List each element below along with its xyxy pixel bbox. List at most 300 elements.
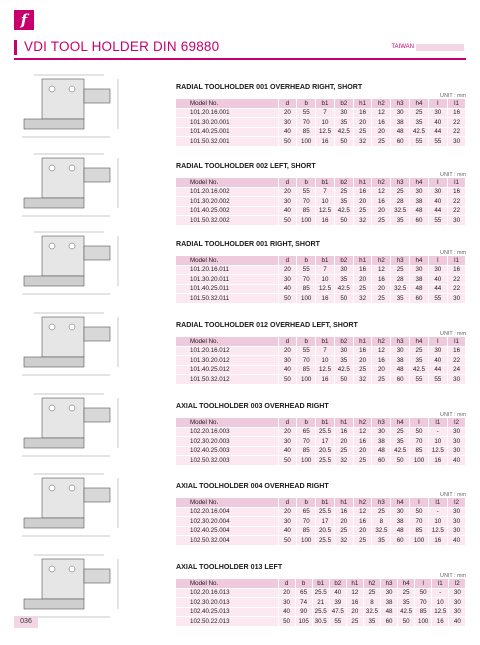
spec-value-cell: 22 — [447, 284, 466, 294]
model-number-cell: 102.50.22.013 — [176, 617, 278, 627]
column-header: d — [278, 579, 295, 588]
spec-value-cell: 44 — [428, 127, 447, 137]
spec-value-cell: 55 — [297, 187, 316, 197]
model-number-cell: 102.40.25.003 — [176, 446, 278, 456]
column-header: b — [295, 579, 312, 588]
spec-value-cell: 42.5 — [334, 284, 353, 294]
column-header: h4 — [398, 579, 415, 588]
spec-value-cell: 30 — [278, 118, 297, 128]
spec-value-cell: 70 — [410, 437, 429, 447]
spec-value-cell: 28 — [391, 197, 410, 207]
spec-value-cell: 44 — [428, 206, 447, 216]
spec-value-cell: 22 — [447, 206, 466, 216]
model-number-cell: 102.40.25.004 — [176, 526, 278, 536]
spec-value-cell: 20 — [372, 365, 391, 375]
spec-value-cell: 70 — [297, 356, 316, 366]
spec-value-cell: 50 — [278, 617, 295, 627]
spec-value-cell: 50 — [334, 294, 353, 304]
spec-value-cell: 35 — [391, 437, 410, 447]
spec-value-cell: 16 — [372, 356, 391, 366]
spec-value-cell: 30 — [447, 437, 466, 447]
spec-value-cell: 50 — [278, 216, 297, 226]
model-number-cell: 102.20.16.003 — [176, 427, 278, 437]
spec-value-cell: 50 — [334, 216, 353, 226]
column-header: b1 — [316, 337, 335, 346]
spec-value-cell: 65 — [295, 588, 312, 598]
page-title: VDI TOOL HOLDER DIN 69880 — [24, 39, 220, 54]
column-header: h3 — [372, 418, 391, 427]
spec-value-cell: 8 — [363, 598, 380, 608]
column-header: l1 — [428, 418, 447, 427]
spec-value-cell: 28 — [391, 275, 410, 285]
spec-value-cell: 42.5 — [398, 607, 415, 617]
spec-value-cell: 16 — [334, 507, 353, 517]
table-row — [176, 118, 466, 128]
spec-value-cell: 20 — [353, 446, 372, 456]
table-row — [176, 526, 466, 536]
spec-value-cell: 16 — [372, 118, 391, 128]
spec-value-cell: 32 — [334, 456, 353, 466]
spec-value-cell: 30 — [278, 197, 297, 207]
section-title: RADIAL TOOLHOLDER 012 OVERHEAD LEFT, SHORT — [176, 321, 358, 329]
column-header: l1 — [447, 256, 466, 265]
spec-value-cell: 30 — [447, 294, 466, 304]
spec-value-cell: 60 — [380, 617, 397, 627]
spec-value-cell: 22 — [447, 356, 466, 366]
column-header: h2 — [363, 579, 380, 588]
spec-value-cell: 30.5 — [312, 617, 329, 627]
spec-value-cell: 30 — [447, 526, 466, 536]
spec-value-cell: 25 — [353, 206, 372, 216]
spec-value-cell: - — [432, 588, 449, 598]
spec-value-cell: 12 — [372, 346, 391, 356]
table-row — [176, 427, 466, 437]
model-number-cell: 101.30.20.011 — [176, 275, 278, 285]
spec-value-cell: 25 — [353, 365, 372, 375]
spec-value-cell: 30 — [278, 356, 297, 366]
spec-value-cell: 10 — [428, 517, 447, 527]
column-header: b — [297, 498, 316, 507]
section-title: RADIAL TOOLHOLDER 002 LEFT, SHORT — [176, 162, 316, 170]
toolholder-drawing — [14, 152, 166, 224]
table-row — [176, 617, 466, 627]
spec-value-cell: 25 — [372, 294, 391, 304]
table-row — [176, 127, 466, 137]
spec-value-cell: 85 — [297, 206, 316, 216]
spec-value-cell: 20.5 — [316, 446, 335, 456]
column-header: h1 — [346, 579, 363, 588]
spec-value-cell: 70 — [297, 437, 316, 447]
spec-value-cell: 60 — [391, 137, 410, 147]
toolholder-drawing — [14, 73, 166, 145]
unit-label: UNIT : mm — [440, 573, 466, 579]
section-title: RADIAL TOOLHOLDER 001 OVERHEAD RIGHT, SHORT — [176, 83, 363, 91]
spec-value-cell: 40 — [447, 456, 466, 466]
spec-value-cell: 65 — [297, 507, 316, 517]
spec-value-cell: 100 — [297, 456, 316, 466]
spec-value-cell: 55 — [297, 346, 316, 356]
spec-value-cell: 42.5 — [334, 206, 353, 216]
spec-value-cell: 85 — [415, 607, 432, 617]
column-header: l — [410, 498, 429, 507]
toolholder-drawing — [14, 392, 166, 464]
spec-table — [176, 337, 466, 385]
spec-value-cell: 30 — [278, 598, 295, 608]
model-number-cell: 101.50.32.001 — [176, 137, 278, 147]
spec-value-cell: 16 — [316, 137, 335, 147]
spec-value-cell: 30 — [391, 507, 410, 517]
spec-value-cell: 30 — [449, 607, 466, 617]
column-header: b2 — [334, 256, 353, 265]
column-header: b1 — [316, 498, 335, 507]
column-header: l — [428, 99, 447, 108]
column-header: b1 — [316, 256, 335, 265]
column-header: l1 — [447, 99, 466, 108]
column-header: l — [428, 337, 447, 346]
spec-value-cell: 42.5 — [334, 365, 353, 375]
table-header-row — [176, 418, 466, 427]
spec-value-cell: 25 — [372, 137, 391, 147]
spec-value-cell: 12 — [353, 427, 372, 437]
spec-value-cell: 20 — [334, 437, 353, 447]
spec-value-cell: 30 — [278, 275, 297, 285]
spec-value-cell: 60 — [391, 375, 410, 385]
column-header: b2 — [334, 337, 353, 346]
column-header: l1 — [447, 178, 466, 187]
spec-value-cell: 42.5 — [410, 127, 429, 137]
spec-value-cell: 25 — [353, 456, 372, 466]
spec-value-cell: 100 — [410, 456, 429, 466]
spec-value-cell: 22 — [447, 275, 466, 285]
spec-value-cell: 30 — [334, 265, 353, 275]
spec-value-cell: 25.5 — [312, 588, 329, 598]
column-header: b2 — [329, 579, 346, 588]
column-header: l1 — [428, 498, 447, 507]
column-header: b1 — [316, 418, 335, 427]
spec-value-cell: 70 — [410, 517, 429, 527]
spec-value-cell: 25.5 — [316, 507, 335, 517]
column-header: b — [297, 418, 316, 427]
spec-value-cell: 38 — [372, 437, 391, 447]
spec-value-cell: 32 — [353, 137, 372, 147]
column-header: l2 — [447, 418, 466, 427]
spec-value-cell: 100 — [410, 536, 429, 546]
unit-label: UNIT : mm — [440, 331, 466, 337]
spec-value-cell: 30 — [428, 265, 447, 275]
spec-value-cell: 25 — [346, 617, 363, 627]
spec-value-cell: 35 — [334, 197, 353, 207]
column-header: h4 — [410, 99, 429, 108]
spec-value-cell: 17 — [316, 437, 335, 447]
column-header: h1 — [334, 498, 353, 507]
spec-value-cell: 30 — [278, 517, 297, 527]
spec-value-cell: 50 — [278, 536, 297, 546]
spec-value-cell: 16 — [432, 617, 449, 627]
spec-value-cell: 32 — [353, 375, 372, 385]
section-title: AXIAL TOOLHOLDER 013 LEFT — [176, 563, 283, 571]
table-row — [176, 197, 466, 207]
spec-value-cell: 50 — [334, 137, 353, 147]
unit-label: UNIT : mm — [440, 172, 466, 178]
spec-value-cell: 48 — [391, 365, 410, 375]
spec-value-cell: 42.5 — [334, 127, 353, 137]
spec-value-cell: 40 — [428, 197, 447, 207]
spec-value-cell: 20 — [353, 356, 372, 366]
spec-value-cell: 7 — [316, 265, 335, 275]
spec-value-cell: 30 — [428, 346, 447, 356]
spec-value-cell: 20 — [346, 607, 363, 617]
spec-value-cell: 7 — [316, 346, 335, 356]
spec-value-cell: 20.5 — [316, 526, 335, 536]
column-header: l2 — [449, 579, 466, 588]
column-header: h1 — [353, 99, 372, 108]
spec-value-cell: 100 — [415, 617, 432, 627]
table-header-row — [176, 99, 466, 108]
spec-value-cell: 30 — [449, 588, 466, 598]
spec-value-cell: 20 — [278, 427, 297, 437]
column-header: d — [278, 99, 297, 108]
section-title: AXIAL TOOLHOLDER 003 OVERHEAD RIGHT — [176, 402, 329, 410]
spec-value-cell: 12.5 — [316, 365, 335, 375]
spec-value-cell: 30 — [447, 216, 466, 226]
spec-value-cell: 20 — [278, 346, 297, 356]
spec-value-cell: 32 — [353, 294, 372, 304]
column-header: h1 — [353, 256, 372, 265]
header-accent-bar — [14, 40, 17, 55]
spec-value-cell: 30 — [391, 108, 410, 118]
model-number-cell: 101.30.20.002 — [176, 197, 278, 207]
spec-value-cell: 40 — [449, 617, 466, 627]
spec-value-cell: 30 — [334, 108, 353, 118]
spec-value-cell: 30 — [447, 517, 466, 527]
spec-value-cell: 25 — [391, 265, 410, 275]
spec-value-cell: 22 — [447, 118, 466, 128]
spec-value-cell: 44 — [428, 284, 447, 294]
spec-value-cell: 20 — [353, 197, 372, 207]
model-number-cell: 102.20.16.013 — [176, 588, 278, 598]
spec-value-cell: 25 — [391, 187, 410, 197]
column-header: h4 — [391, 418, 410, 427]
spec-value-cell: 35 — [334, 275, 353, 285]
spec-value-cell: 32.5 — [391, 284, 410, 294]
spec-value-cell: 70 — [297, 517, 316, 527]
spec-value-cell: 16 — [447, 265, 466, 275]
spec-value-cell: 30 — [449, 598, 466, 608]
spec-value-cell: 12.5 — [316, 206, 335, 216]
column-header: h3 — [391, 99, 410, 108]
spec-value-cell: 20 — [372, 127, 391, 137]
page-number: 036 — [14, 616, 38, 628]
spec-value-cell: 50 — [278, 456, 297, 466]
unit-label: UNIT : mm — [440, 412, 466, 418]
model-number-cell: 101.20.16.011 — [176, 265, 278, 275]
toolholder-drawing — [14, 472, 166, 544]
column-header: h3 — [380, 579, 397, 588]
column-header: l1 — [432, 579, 449, 588]
country-label: TAIWAN — [391, 44, 414, 50]
spec-value-cell: 12.5 — [428, 526, 447, 536]
section-title: RADIAL TOOLHOLDER 001 RIGHT, SHORT — [176, 240, 320, 248]
spec-value-cell: 55 — [428, 294, 447, 304]
model-number-cell: 102.30.20.004 — [176, 517, 278, 527]
spec-value-cell: 32 — [334, 536, 353, 546]
spec-value-cell: 42.5 — [410, 365, 429, 375]
spec-table — [176, 418, 466, 466]
spec-value-cell: 60 — [410, 216, 429, 226]
spec-value-cell: 50 — [391, 456, 410, 466]
model-number-cell: 101.50.32.011 — [176, 294, 278, 304]
column-header: Model No. — [176, 337, 278, 346]
spec-table — [176, 579, 466, 627]
table-row — [176, 517, 466, 527]
model-number-cell: 101.20.16.001 — [176, 108, 278, 118]
spec-value-cell: 100 — [297, 216, 316, 226]
spec-value-cell: 50 — [278, 375, 297, 385]
toolholder-drawing — [14, 230, 166, 302]
spec-value-cell: 25 — [353, 536, 372, 546]
table-header-row — [176, 498, 466, 507]
spec-value-cell: 40 — [278, 206, 297, 216]
spec-value-cell: 50 — [334, 375, 353, 385]
spec-value-cell: 55 — [297, 108, 316, 118]
spec-value-cell: 70 — [297, 118, 316, 128]
column-header: h2 — [372, 337, 391, 346]
model-number-cell: 102.50.32.004 — [176, 536, 278, 546]
spec-value-cell: 40 — [278, 446, 297, 456]
model-number-cell: 101.40.25.011 — [176, 284, 278, 294]
spec-value-cell: 65 — [297, 427, 316, 437]
spec-value-cell: 100 — [297, 294, 316, 304]
spec-value-cell: 16 — [428, 536, 447, 546]
spec-value-cell: 12 — [372, 187, 391, 197]
table-row — [176, 356, 466, 366]
spec-value-cell: 20 — [278, 108, 297, 118]
column-header: l — [410, 418, 429, 427]
spec-value-cell: 30 — [410, 187, 429, 197]
spec-value-cell: 42.5 — [391, 446, 410, 456]
spec-value-cell: 60 — [372, 456, 391, 466]
spec-value-cell: 30 — [380, 588, 397, 598]
table-row — [176, 216, 466, 226]
spec-value-cell: 25 — [391, 427, 410, 437]
spec-value-cell: 10 — [316, 275, 335, 285]
spec-value-cell: 16 — [447, 108, 466, 118]
spec-value-cell: 30 — [334, 346, 353, 356]
spec-value-cell: 38 — [391, 118, 410, 128]
spec-value-cell: 38 — [410, 197, 429, 207]
spec-value-cell: 105 — [295, 617, 312, 627]
spec-value-cell: 35 — [334, 356, 353, 366]
spec-value-cell: 10 — [316, 356, 335, 366]
spec-value-cell: 55 — [410, 375, 429, 385]
spec-value-cell: 40 — [428, 356, 447, 366]
spec-value-cell: 10 — [428, 437, 447, 447]
unit-label: UNIT : mm — [440, 492, 466, 498]
table-row — [176, 137, 466, 147]
column-header: Model No. — [176, 579, 278, 588]
column-header: h1 — [353, 178, 372, 187]
spec-value-cell: 85 — [297, 284, 316, 294]
column-header: h4 — [391, 498, 410, 507]
table-row — [176, 294, 466, 304]
column-header: b1 — [316, 99, 335, 108]
model-number-cell: 101.50.32.012 — [176, 375, 278, 385]
spec-value-cell: 85 — [297, 365, 316, 375]
spec-value-cell: 20 — [372, 206, 391, 216]
column-header: Model No. — [176, 178, 278, 187]
spec-value-cell: 20 — [278, 265, 297, 275]
column-header: d — [278, 256, 297, 265]
spec-value-cell: 20 — [278, 588, 295, 598]
spec-value-cell: 39 — [329, 598, 346, 608]
spec-value-cell: 48 — [410, 284, 429, 294]
catalog-header — [14, 38, 466, 60]
table-row — [176, 607, 466, 617]
toolholder-drawing — [14, 311, 166, 383]
spec-value-cell: 38 — [380, 598, 397, 608]
spec-value-cell: 12 — [353, 507, 372, 517]
spec-value-cell: 12.5 — [316, 284, 335, 294]
spec-value-cell: 25 — [410, 346, 429, 356]
spec-table — [176, 99, 466, 147]
spec-value-cell: 7 — [316, 187, 335, 197]
spec-value-cell: 40 — [278, 526, 297, 536]
spec-value-cell: 40 — [447, 536, 466, 546]
spec-value-cell: 38 — [391, 356, 410, 366]
spec-value-cell: 47.5 — [329, 607, 346, 617]
spec-value-cell: 25 — [372, 216, 391, 226]
column-header: h3 — [372, 498, 391, 507]
spec-value-cell: 20 — [353, 275, 372, 285]
column-header: h3 — [391, 337, 410, 346]
spec-value-cell: 25 — [410, 108, 429, 118]
column-header: l1 — [447, 337, 466, 346]
spec-value-cell: 35 — [391, 294, 410, 304]
model-number-cell: 101.40.25.012 — [176, 365, 278, 375]
table-row — [176, 375, 466, 385]
spec-value-cell: 55 — [410, 137, 429, 147]
column-header: l — [428, 256, 447, 265]
table-header-row — [176, 337, 466, 346]
spec-value-cell: 30 — [428, 187, 447, 197]
spec-value-cell: 20 — [353, 118, 372, 128]
spec-value-cell: 12.5 — [432, 607, 449, 617]
spec-value-cell: 25 — [334, 187, 353, 197]
unit-label: UNIT : mm — [440, 93, 466, 99]
spec-value-cell: 35 — [391, 216, 410, 226]
spec-value-cell: 40 — [428, 275, 447, 285]
column-header: b2 — [334, 99, 353, 108]
table-row — [176, 275, 466, 285]
spec-value-cell: 30 — [428, 108, 447, 118]
spec-value-cell: - — [428, 507, 447, 517]
column-header: h2 — [372, 178, 391, 187]
column-header: d — [278, 418, 297, 427]
spec-value-cell: 32.5 — [372, 526, 391, 536]
spec-value-cell: 50 — [415, 588, 432, 598]
column-header: h2 — [353, 418, 372, 427]
spec-value-cell: 22 — [447, 127, 466, 137]
spec-value-cell: 40 — [278, 607, 295, 617]
spec-value-cell: 25 — [398, 588, 415, 598]
spec-value-cell: 40 — [278, 127, 297, 137]
spec-value-cell: 12 — [346, 588, 363, 598]
column-header: l2 — [447, 498, 466, 507]
spec-value-cell: 12.5 — [316, 127, 335, 137]
spec-value-cell: 35 — [398, 598, 415, 608]
table-row — [176, 265, 466, 275]
brand-logo: f — [14, 10, 34, 30]
